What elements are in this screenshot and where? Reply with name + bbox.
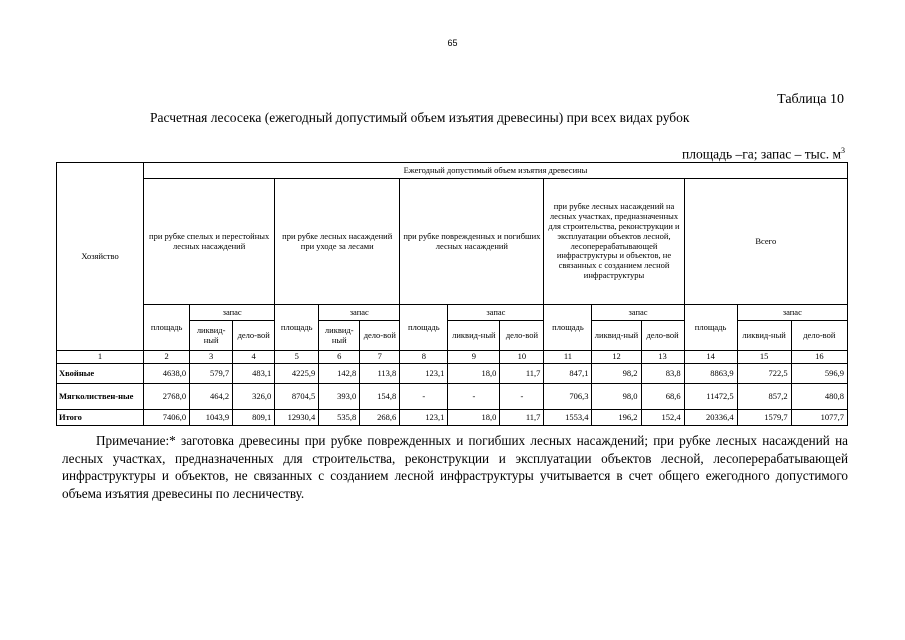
cell-value: 83,8: [641, 364, 684, 384]
business-header: дело-вой: [233, 321, 275, 351]
col-number: 11: [544, 351, 592, 364]
cell-value: -: [500, 384, 544, 410]
row-label: Итого: [57, 410, 144, 426]
table-row: [57, 410, 848, 426]
cell-value: 18,0: [448, 364, 500, 384]
cell-value: 480,8: [791, 384, 847, 410]
cell-value: 809,1: [233, 410, 275, 426]
stock-header: запас: [737, 305, 847, 321]
col-number: 3: [190, 351, 233, 364]
area-header: площадь: [144, 305, 190, 351]
cell-value: 268,6: [360, 410, 400, 426]
col-number: 15: [737, 351, 791, 364]
cell-value: 1077,7: [791, 410, 847, 426]
cell-value: 722,5: [737, 364, 791, 384]
cell-value: 20336,4: [684, 410, 737, 426]
cell-value: 123,1: [400, 410, 448, 426]
cell-value: 68,6: [641, 384, 684, 410]
footnote-text: Примечание:* заготовка древесины при рубке поврежденных и погибших лесных насаждений; при рубке лесных насаждений на лесных участках, предназначенных для строительства, реконструкции и эксплуатации объектов лесной, лесоперерабатывающей инфраструктуры и объектов, не связанных с созданием лесной инфраструктуры учитывается в счет общего ежегодного допустимого объема изъятия древесины по лесничеству.: [62, 433, 848, 501]
liquid-header: ликвид-ный: [592, 321, 641, 351]
units-line: [682, 146, 845, 163]
business-header: дело-вой: [641, 321, 684, 351]
cell-value: 113,8: [360, 364, 400, 384]
row-header: Хозяйство: [57, 163, 144, 351]
harvest-table: [56, 162, 848, 426]
cell-value: 326,0: [233, 384, 275, 410]
col-number: 1: [57, 351, 144, 364]
cell-value: 483,1: [233, 364, 275, 384]
cell-value: 1553,4: [544, 410, 592, 426]
cell-value: 154,8: [360, 384, 400, 410]
cell-value: 579,7: [190, 364, 233, 384]
table-row: [57, 384, 848, 410]
stock-header: запас: [448, 305, 544, 321]
stock-header: запас: [592, 305, 684, 321]
col-number: 4: [233, 351, 275, 364]
business-header: дело-вой: [500, 321, 544, 351]
cell-value: 152,4: [641, 410, 684, 426]
area-header: площадь: [400, 305, 448, 351]
liquid-header: ликвид-ный: [319, 321, 360, 351]
page-number: 65: [447, 38, 458, 48]
cell-value: 1579,7: [737, 410, 791, 426]
cell-value: 4638,0: [144, 364, 190, 384]
cell-value: 8863,9: [684, 364, 737, 384]
group-header-thinning: при рубке лесных насаждений при уходе за лесами: [275, 179, 400, 305]
liquid-header: ликвид-ный: [448, 321, 500, 351]
liquid-header: ликвид-ный: [190, 321, 233, 351]
cell-value: 535,8: [319, 410, 360, 426]
cell-value: 2768,0: [144, 384, 190, 410]
cell-value: 98,0: [592, 384, 641, 410]
area-header: площадь: [275, 305, 319, 351]
cell-value: 98,2: [592, 364, 641, 384]
stock-header: запас: [319, 305, 400, 321]
row-label: Хвойные: [57, 364, 144, 384]
column-number-row: [57, 351, 848, 364]
cell-value: 11,7: [500, 364, 544, 384]
cell-value: 857,2: [737, 384, 791, 410]
col-number: 9: [448, 351, 500, 364]
col-number: 2: [144, 351, 190, 364]
col-number: 14: [684, 351, 737, 364]
cell-value: 847,1: [544, 364, 592, 384]
header-top: Ежегодный допустимый объем изъятия древесины: [144, 163, 848, 179]
cell-value: 18,0: [448, 410, 500, 426]
col-number: 7: [360, 351, 400, 364]
units-superscript: 3: [841, 146, 845, 155]
col-number: 13: [641, 351, 684, 364]
cell-value: -: [448, 384, 500, 410]
cell-value: -: [400, 384, 448, 410]
cell-value: 12930,4: [275, 410, 319, 426]
cell-value: 11472,5: [684, 384, 737, 410]
group-header-damaged: при рубке поврежденных и погибших лесных насаждений: [400, 179, 544, 305]
cell-value: 8704,5: [275, 384, 319, 410]
cell-value: 393,0: [319, 384, 360, 410]
col-number: 5: [275, 351, 319, 364]
footnote: [62, 432, 848, 502]
cell-value: 1043,9: [190, 410, 233, 426]
table-title: Расчетная лесосека (ежегодный допустимый объем изъятия древесины) при всех видах рубок: [150, 110, 690, 125]
cell-value: 596,9: [791, 364, 847, 384]
col-number: 12: [592, 351, 641, 364]
table-row: [57, 364, 848, 384]
row-label: Мягколиствен-ные: [57, 384, 144, 410]
col-number: 8: [400, 351, 448, 364]
cell-value: 706,3: [544, 384, 592, 410]
col-number: 6: [319, 351, 360, 364]
cell-value: 7406,0: [144, 410, 190, 426]
cell-value: 464,2: [190, 384, 233, 410]
business-header: дело-вой: [360, 321, 400, 351]
cell-value: 11,7: [500, 410, 544, 426]
stock-header: запас: [190, 305, 275, 321]
group-header-total: Всего: [684, 179, 847, 305]
area-header: площадь: [544, 305, 592, 351]
group-header-construction: при рубке лесных насаждений на лесных участках, предназначенных для строительства, реконструкции и эксплуатации объектов лесной, лесоперерабатывающей инфраструктуры и объектов, не связанных с созданием лесной инфраструктуры: [544, 179, 684, 305]
cell-value: 142,8: [319, 364, 360, 384]
table-number: Таблица 10: [777, 92, 844, 107]
cell-value: 123,1: [400, 364, 448, 384]
area-header: площадь: [684, 305, 737, 351]
col-number: 16: [791, 351, 847, 364]
col-number: 10: [500, 351, 544, 364]
group-header-mature: при рубке спелых и перестойных лесных насаждений: [144, 179, 275, 305]
units-text: площадь –га; запас – тыс. м: [681, 146, 841, 162]
cell-value: 4225,9: [275, 364, 319, 384]
business-header: дело-вой: [791, 321, 847, 351]
cell-value: 196,2: [592, 410, 641, 426]
liquid-header: ликвид-ный: [737, 321, 791, 351]
